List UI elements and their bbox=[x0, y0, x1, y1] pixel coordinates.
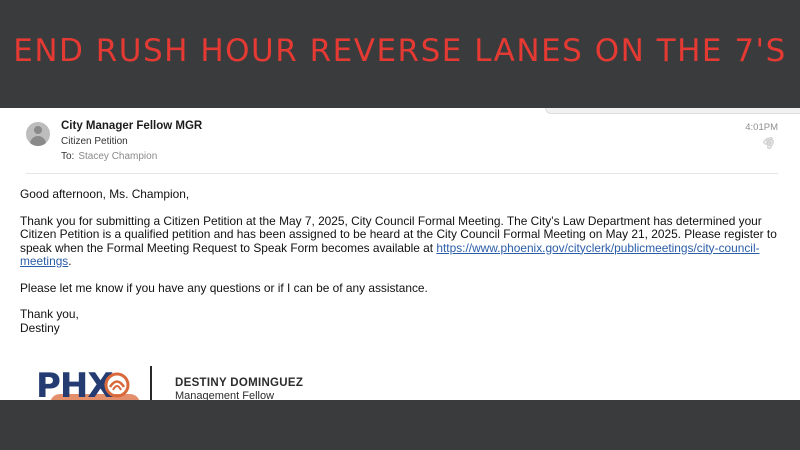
paragraph-2: Please let me know if you have any questions or if I can be of any assistance. bbox=[20, 280, 428, 295]
paperclip-icon[interactable]: 🖇 bbox=[759, 133, 778, 152]
signature-role: Management Fellow bbox=[175, 390, 275, 400]
signature-name: DESTINY DOMINGUEZ bbox=[175, 377, 304, 389]
email-body bbox=[20, 188, 780, 335]
email-message bbox=[0, 108, 800, 400]
avatar-icon[interactable] bbox=[26, 122, 50, 146]
header-divider bbox=[26, 173, 778, 174]
email-signature bbox=[36, 364, 436, 400]
phx-logo: PHX bbox=[36, 366, 113, 400]
email-subject: Citizen Petition bbox=[61, 136, 128, 147]
email-header bbox=[26, 120, 786, 176]
closing-name: Destiny bbox=[20, 320, 60, 335]
greeting: Good afternoon, Ms. Champion, bbox=[20, 187, 190, 201]
recipient-row bbox=[61, 151, 157, 162]
paragraph-1 bbox=[20, 215, 780, 269]
sender-name[interactable]: City Manager Fellow MGR bbox=[61, 120, 203, 132]
closing: Thank you, bbox=[20, 307, 79, 321]
email-time: 4:01PM bbox=[745, 122, 778, 133]
banner bbox=[0, 0, 800, 108]
signature-divider bbox=[150, 366, 152, 400]
phoenix-bird-icon bbox=[102, 370, 132, 400]
paragraph-1-text: Thank you for submitting a Citizen Petition at the May 7, 2025, City Council Formal Meeting. The City’s Law Department has determined your Citizen Petition is a qualified petition and has been assigned to be heard at the City Council Formal Meeting on May 21, 2025. Please register to speak when the Formal Meeting Request to Speak Form becomes available at bbox=[20, 213, 777, 255]
meetings-link[interactable]: https://www.phoenix.gov/cityclerk/publicmeetings/city-council-meetings bbox=[20, 240, 760, 268]
bottom-band bbox=[0, 400, 800, 450]
window-edge bbox=[545, 108, 800, 114]
to-label: To: bbox=[61, 151, 75, 162]
banner-title: END RUSH HOUR REVERSE LANES ON THE 7'S bbox=[13, 33, 787, 69]
paragraph-1-end: . bbox=[68, 254, 72, 268]
recipient-name[interactable]: Stacey Champion bbox=[78, 151, 158, 162]
